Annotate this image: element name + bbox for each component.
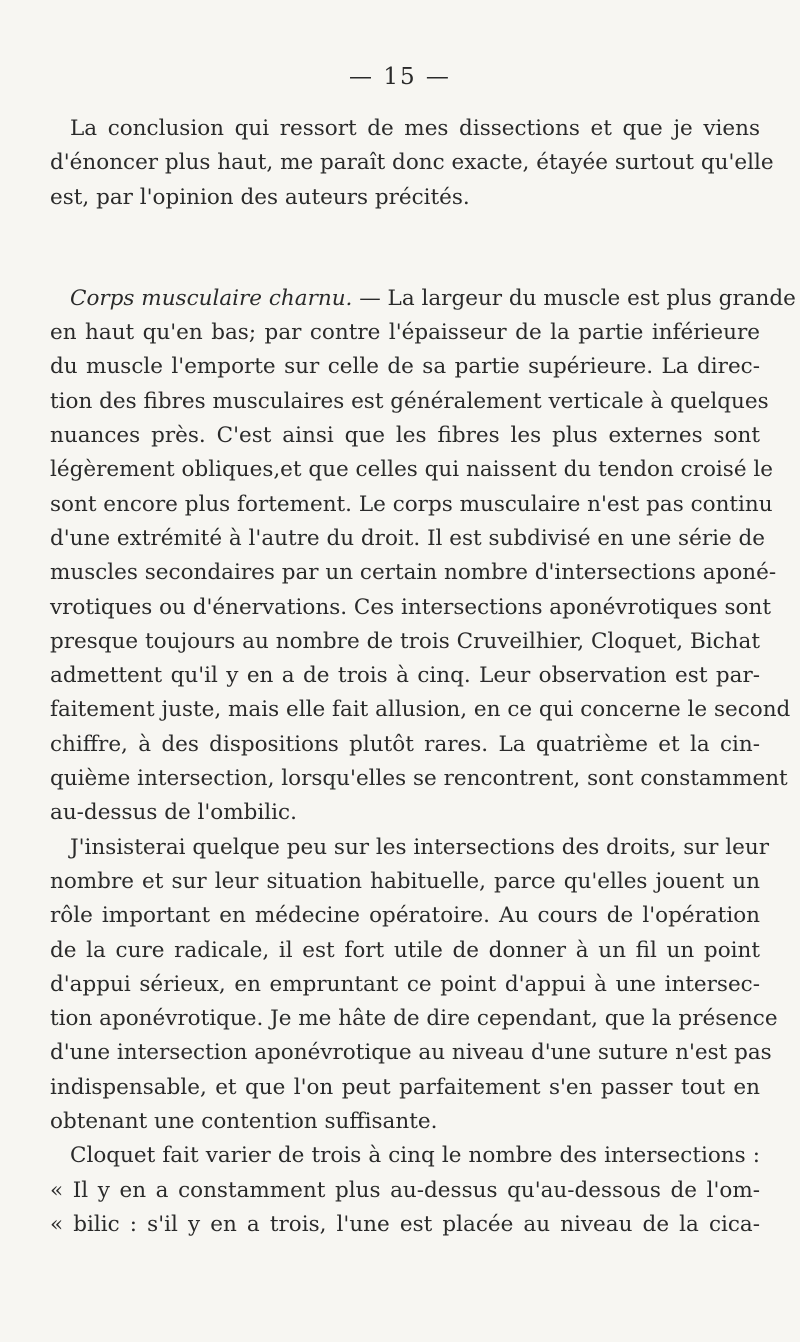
text-line: légèrement obliques,et que celles qui naissent du tendon croisé le [50, 457, 774, 483]
paragraph-corps-musculaire [50, 282, 796, 831]
text-line: J'insisterai quelque peu sur les intersections des droits, sur leur [70, 834, 769, 860]
body-text [50, 112, 796, 1242]
text-line: rôle important en médecine opératoire. Au cours de l'opération [50, 903, 760, 929]
text-line: « bilic : s'il y en a trois, l'une est placée au niveau de la cica- [50, 1211, 760, 1237]
text-line: est, par l'opinion des auteurs précités. [50, 184, 470, 210]
text-line: d'une intersection aponévrotique au niveau d'une suture n'est pas [50, 1040, 772, 1066]
text-line: vrotiques ou d'énervations. Ces intersections aponévrotiques sont [50, 594, 771, 620]
text-line: du muscle l'emporte sur celle de sa partie supérieure. La direc- [50, 354, 760, 380]
text-line [50, 282, 796, 316]
text-line: indispensable, et que l'on peut parfaitement s'en passer tout en [50, 1074, 760, 1100]
text-line: La conclusion qui ressort de mes dissections et que je viens [70, 116, 760, 141]
page-number: — 15 — [349, 64, 451, 90]
text-line: d'une extrémité à l'autre du droit. Il est subdivisé en une série de [50, 525, 766, 551]
text-line: tion aponévrotique. Je me hâte de dire cependant, que la présence [50, 1006, 778, 1032]
text-line: tion des fibres musculaires est généralement verticale à quelques [50, 388, 769, 414]
text-line: sont encore plus fortement. Le corps musculaire n'est pas continu [50, 491, 773, 517]
text-line: « Il y en a constamment plus au-dessus qu'au-dessous de l'om- [50, 1177, 760, 1203]
text-line: Cloquet fait varier de trois à cinq le nombre des intersections : [70, 1143, 760, 1169]
text-line: chiffre, à des dispositions plutôt rares. La quatrième et la cin- [50, 731, 760, 757]
section-heading-tail: — La largeur du muscle est plus grande [352, 285, 796, 311]
text-line: muscles secondaires par un certain nombre d'intersections aponé- [50, 560, 777, 586]
section-heading: Corps musculaire charnu. [70, 285, 353, 311]
text-line: nuances près. C'est ainsi que les fibres les plus externes sont [50, 423, 760, 449]
paragraph-gap [50, 215, 760, 282]
text-line: presque toujours au nombre de trois Cruveilhier, Cloquet, Bichat [50, 628, 760, 654]
text-line: d'énoncer plus haut, me paraît donc exacte, étayée surtout qu'elle [50, 150, 774, 176]
text-line: d'appui sérieux, en empruntant ce point d'appui à une intersec- [50, 971, 760, 997]
text-line: nombre et sur leur situation habituelle, parce qu'elles jouent un [50, 868, 760, 894]
text-line: de la cure radicale, il est fort utile de donner à un fil un point [50, 937, 760, 963]
text-line: obtenant une contention suffisante. [50, 1109, 438, 1135]
text-line: en haut qu'en bas; par contre l'épaisseur de la partie inférieure [50, 320, 760, 346]
text-line: faitement juste, mais elle fait allusion, en ce qui concerne le second [50, 697, 791, 723]
paragraph-conclusion [50, 112, 774, 215]
text-line: quième intersection, lorsqu'elles se rencontrent, sont constamment [50, 766, 788, 792]
text-line: admettent qu'il y en a de trois à cinq. Leur observation est par- [50, 663, 760, 689]
text-line: au-dessus de l'ombilic. [50, 800, 297, 826]
paragraph-cloquet [50, 1139, 760, 1242]
paragraph-intersections [50, 831, 778, 1140]
